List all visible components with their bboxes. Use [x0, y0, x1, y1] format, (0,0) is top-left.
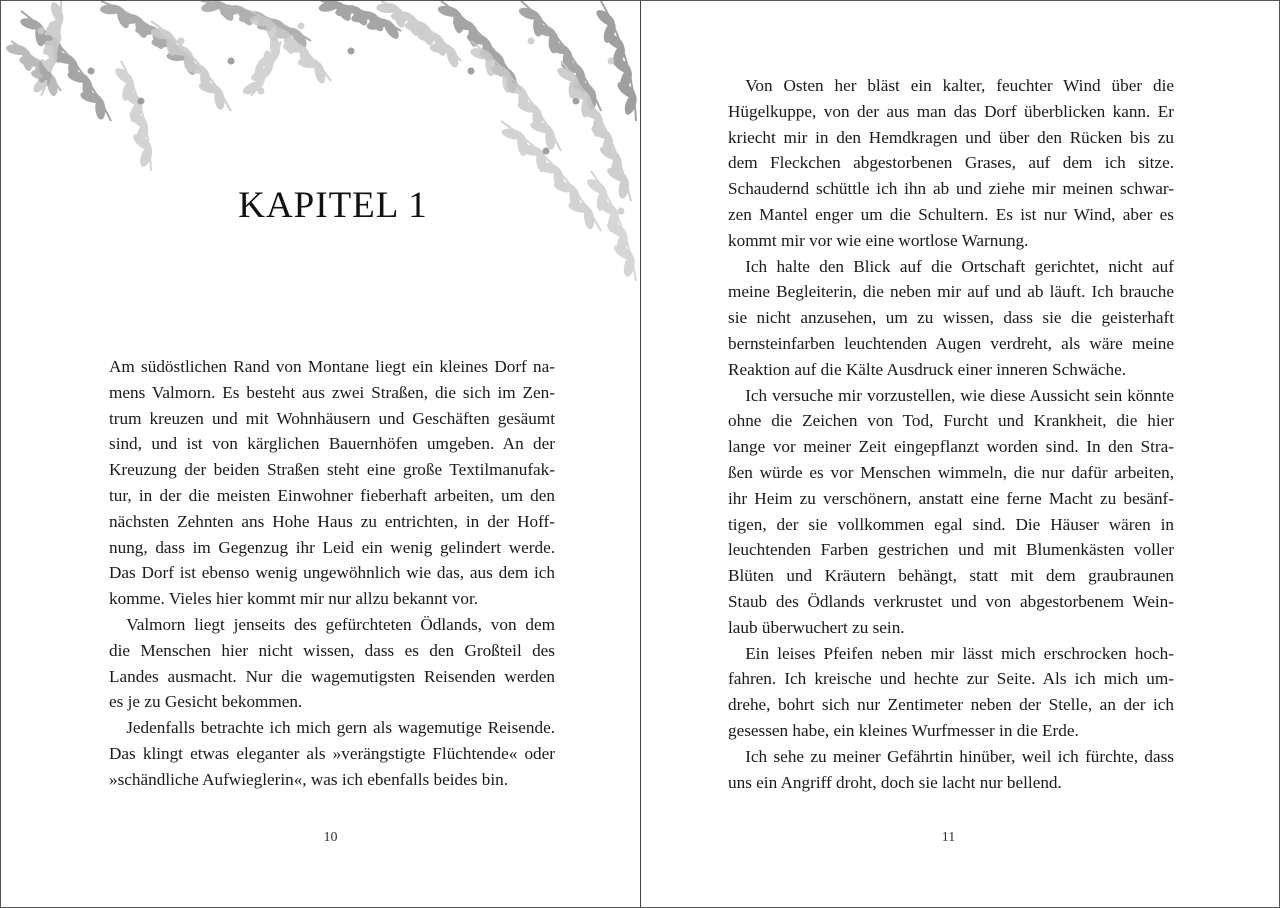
text-line: tigen, der sie vollkommen egal sind. Die Häuser wären in — [728, 514, 1174, 534]
text-line: lange vor meiner Zeit eingepflanzt worden sind. In den Stra- — [728, 437, 1174, 457]
text-line: kriecht mir in den Hemdkragen und über den Rücken bis zu — [728, 127, 1174, 147]
text-line: leuchtenden Farben gestrichen und mit Blumenkästen voller — [728, 540, 1174, 560]
leaf-ornament-icon — [1, 1, 640, 291]
text-line: gesessen habe, ein kleines Wurfmesser in die Erde. — [728, 720, 1079, 740]
text-line: ihr Heim zu verschönern, anstatt eine ferne Macht zu besänf- — [728, 488, 1174, 508]
text-line: Staub des Ödlands verkrustet und von abgestorbenem Wein- — [728, 591, 1174, 611]
left-page — [1, 1, 640, 907]
text-line: die Menschen hier nicht wissen, dass es den Großteil des — [109, 640, 555, 660]
text-line: Reaktion auf die Kälte Ausdruck einer inneren Schwäche. — [728, 359, 1127, 379]
text-line: Schaudernd schüttle ich ihn ab und ziehe mir meinen schwar- — [728, 179, 1174, 199]
text-line: Hügelkuppe, von der aus man das Dorf überblicken kann. Er — [728, 101, 1174, 121]
text-line: Ich sehe zu meiner Gefährtin hinüber, weil ich fürchte, dass — [728, 746, 1174, 766]
text-line: Das Dorf ist ebenso wenig ungewöhnlich wie das, aus dem ich — [109, 563, 555, 583]
text-line: »schändliche Aufwieglerin«, was ich ebenfalls beides bin. — [109, 769, 509, 789]
text-line: Am südöstlichen Rand von Montane liegt ein kleines Dorf na- — [109, 357, 555, 376]
text-line: mens Valmorn. Es besteht aus zwei Straßen, die sich im Zen- — [109, 382, 555, 402]
text-line: zen Mantel enger um die Schultern. Es ist nur Wind, aber es — [728, 204, 1174, 224]
text-line: meine Begleiterin, die neben mir auf und ab läuft. Ich brauche — [728, 282, 1174, 302]
left-body-text — [109, 354, 555, 793]
text-line: Blüten und Kräutern behängt, statt mit dem graubraunen — [728, 566, 1174, 586]
text-line: trum kreuzen und mit Wohnhäusern und Geschäften gesäumt — [109, 408, 555, 428]
text-line: Ein leises Pfeifen neben mir lässt mich erschrocken hoch- — [728, 643, 1174, 663]
text-line: Von Osten her bläst ein kalter, feuchter Wind über die — [728, 76, 1174, 95]
text-line: sie nicht anzusehen, um zu wissen, dass sie die geisterhaft — [728, 308, 1174, 328]
text-line: nung, dass im Gegenzug ihr Leid ein wenig gelindert werde. — [109, 537, 555, 557]
text-line: drehe, bohrt sich nur Zentimeter neben der Stelle, an der ich — [728, 695, 1174, 715]
chapter-title: KAPITEL 1 — [238, 185, 428, 226]
text-line: ßen würde es vor Menschen wimmeln, die nur dafür arbeiten, — [728, 462, 1174, 482]
text-line: Ich halte den Blick auf die Ortschaft gerichtet, nicht auf — [728, 256, 1174, 276]
text-line: Jedenfalls betrachte ich mich gern als wagemutige Reisende. — [109, 718, 555, 738]
text-line: kommt mir vor wie eine wortlose Warnung. — [728, 230, 1029, 250]
text-line: Landes ausmacht. Nur die wagemutigsten Reisenden werden — [109, 666, 555, 686]
page-number-left: 10 — [323, 830, 338, 845]
text-line: es je zu Gesicht bekommen. — [109, 692, 303, 712]
page-number-right: 11 — [941, 830, 956, 845]
text-line: tur, in der die meisten Einwohner fieberhaft arbeiten, um den — [109, 485, 555, 505]
right-page — [641, 1, 1280, 907]
text-line: fahren. Ich kreische und hechte zur Seite. Als ich mich um- — [728, 669, 1174, 689]
text-line: Kreuzung der beiden Straßen steht eine große Textilmanufak- — [109, 460, 555, 480]
text-line: Valmorn liegt jenseits des gefürchteten Ödlands, von dem — [109, 614, 555, 634]
text-line: bernsteinfarben leuchtenden Augen verdreht, als wäre meine — [728, 333, 1174, 353]
text-line: laub überwuchert zu sein. — [728, 617, 905, 637]
text-line: nächsten Zehnten ans Hohe Haus zu entrichten, in der Hoff- — [109, 511, 555, 531]
text-line: ohne die Zeichen von Tod, Furcht und Krankheit, die hier — [728, 411, 1174, 431]
text-line: komme. Vieles hier kommt mir nur allzu bekannt vor. — [109, 589, 479, 609]
text-line: uns ein Angriff droht, doch sie lacht nur bellend. — [728, 772, 1062, 792]
text-line: dem Fleckchen abgestorbenen Grases, auf dem ich sitze. — [728, 153, 1174, 173]
text-line: Ich versuche mir vorzustellen, wie diese Aussicht sein könnte — [728, 385, 1174, 405]
text-line: sind, und ist von kärglichen Bauernhöfen umgeben. An der — [109, 434, 555, 454]
right-body-text — [728, 73, 1174, 795]
text-line: Das klingt etwas eleganter als »verängstigte Flüchtende« oder — [109, 743, 555, 763]
